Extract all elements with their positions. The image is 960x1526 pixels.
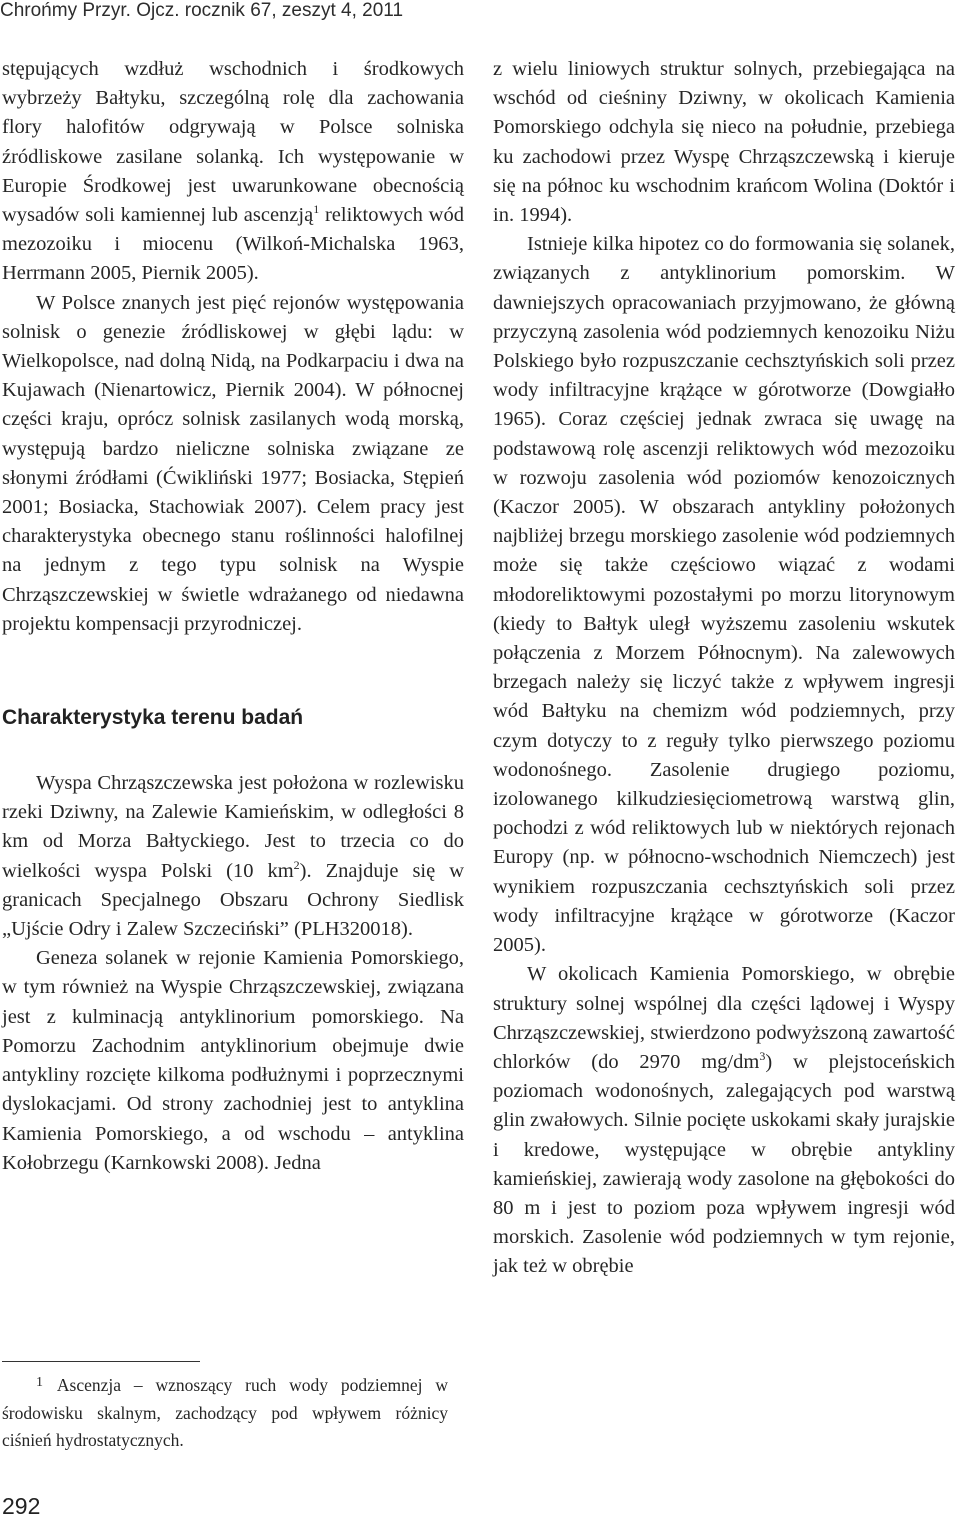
paragraph: W Polsce znanych jest pięć rejonów występowania solnisk o genezie źródliskowej w głębi lądu: w Wielkopolsce, nad dolną Nidą, na Podkarpaciu i dwa na Kujawach (Nienartowicz, Piernik 2004). W północnej części kraju, oprócz solnisk zasilanych wodą morską, występują bardzo nieliczne solniska związane ze słonymi źródłami (Ćwikliński 1977; Bosiacka, Stępień 2001; Bosiacka, Stachowiak 2007). Celem pracy jest charakterystyka obecnego stanu roślinności halofilnej na jednym z tego typu solnisk na Wyspie Chrząszczewskiej w świetle wdrażanego od niedawna projektu kompensacji przyrodniczej. <box>2 291 464 635</box>
left-column <box>2 55 464 1178</box>
paragraph-text: ) w plejstoceńskich poziomach wodonośnych, zalegających pod warstwą glin zwałowych. Silnie pocięte uskokami skały jurajskie i kredowe, występujące w obrębie antykliny kamieńskiej, zawierają wody zasolone na głębokości do 80 m i jest to poziom poza wpływem ingresji wód morskich. Zasolenie wód podziemnych w tym rejonie, jak też w obrębie <box>493 1050 955 1278</box>
superscript: 2 <box>293 857 300 872</box>
footnote-divider <box>2 1361 200 1362</box>
paragraph-text: Wyspa Chrząszczewska jest położona w rozlewisku rzeki Dziwny, na Zalewie Kamieńskim, w odległości 8 km od Morza Bałtyckiego. Jest to trzecia co do wielkości wyspa Polski (10 km <box>2 772 464 882</box>
paragraph-text: W okolicach Kamienia Pomorskiego, w obrębie struktury solnej wspólnej dla części lądowej i Wyspy Chrząszczewskiej, stwierdzono podwyższoną zawartość chlorków (do 2970 mg/dm <box>493 963 955 1073</box>
paragraph: Istnieje kilka hipotez co do formowania się solanek, związanych z antyklinorium pomorskim. W dawniejszych opracowaniach przyjmowano, że główną przyczyną zasolenia wód podziemnych kenozoiku Niżu Polskiego było rozpuszczanie cechsztyńskich soli przez wody infiltracyjne krążące w górotworze (Dowgiałło 1965). Coraz częściej jednak zwraca się uwagę na podstawową rolę ascenzji reliktowych wód mezozoiku w rozwoju zasolenia wód poziomów kenozoicznych (Kaczor 2005). W obszarach antykliny położonych najbliżej brzegu morskiego zasolenie wód podziemnych może się także częściowo wiązać z wodami młodoreliktowymi pozostałymi po morzu litorynowym (kiedy to Bałtyk uległ wyższemu zasoleniu wskutek połączenia z Morzem Północnym). Na zalewowych brzegach należy się liczyć także z wpływem ingresji wód Bałtyku na chemizm wód podziemnych, przy czym dotyczy to z reguły tylko pierwszego poziomu wodonośnego. Zasolenie drugiego poziomu, izolowanego kilkudziesięciometrową warstwą glin, pochodzi z wód reliktowych lub w niektórych rejonach Europy (np. w północno-wschodnich Niemczech) jest wynikiem rozpuszczania cechsztyńskich soli przez wody infiltracyjne krążące w górotworze (Kaczor 2005). <box>493 233 955 957</box>
paragraph: z wielu liniowych struktur solnych, przebiegająca na wschód od cieśniny Dziwny, w okolicach Kamienia Pomorskiego odchyla się nieco na południe, przebiega ku zachodowi przez Wyspę Chrząszczewską i kieruje się na północ ku wschodnim krańcom Wolina (Doktór i in. 1994). <box>493 58 955 227</box>
page-number: 292 <box>2 1493 41 1519</box>
paragraph <box>2 55 464 289</box>
paragraph <box>2 769 464 944</box>
footnote-text: Ascenzja – wznoszący ruch wody podziemnej w środowisku skalnym, zachodzący pod wpływem różnicy ciśnień hydrostatycznych. <box>2 1375 448 1450</box>
running-head: Chrońmy Przyr. Ojcz. rocznik 67, zeszyt 4, 2011 <box>0 0 404 21</box>
section-heading: Charakterystyka terenu badań <box>2 706 304 730</box>
right-column <box>493 55 955 1282</box>
footnote-mark: 1 <box>36 1375 43 1390</box>
footnote-ref: 1 <box>313 202 320 217</box>
paragraph: Geneza solanek w rejonie Kamienia Pomorskiego, w tym również na Wyspie Chrząszczewskiej, związana jest z kulminacją antyklinorium pomorskiego. Na Pomorzu Zachodnim antyklinorium obejmuje dwie antykliny rozcięte kilkoma podłużnymi i poprzecznymi dyslokacjami. Od strony zachodniej jest to antyklina Kamienia Pomorskiego, a od wschodu – antyklina Kołobrzegu (Karnkowski 2008). Jedna <box>2 947 464 1174</box>
paragraph-text: stępujących wzdłuż wschodnich i środkowych wybrzeży Bałtyku, szczególną rolę dla zachowania flory halofitów odgrywają w Polsce solniska źródliskowe zasilane solanką. Ich występowanie w Europie Środkowej jest uwarunkowane obecnością wysadów soli kamiennej lub ascenzją <box>2 58 464 227</box>
paragraph-text: reliktowych wód mezozoiku i miocenu (Wilkoń-Michalska 1963, Herrmann 2005, Piernik 2005). <box>2 204 464 285</box>
footnote <box>2 1372 448 1455</box>
paragraph <box>493 960 955 1281</box>
superscript: 3 <box>759 1048 766 1063</box>
paragraph-text: ). Znajduje się w granicach Specjalnego Obszaru Ochrony Siedlisk „Ujście Odry i Zalew Szczeciński” (PLH320018). <box>2 859 465 941</box>
